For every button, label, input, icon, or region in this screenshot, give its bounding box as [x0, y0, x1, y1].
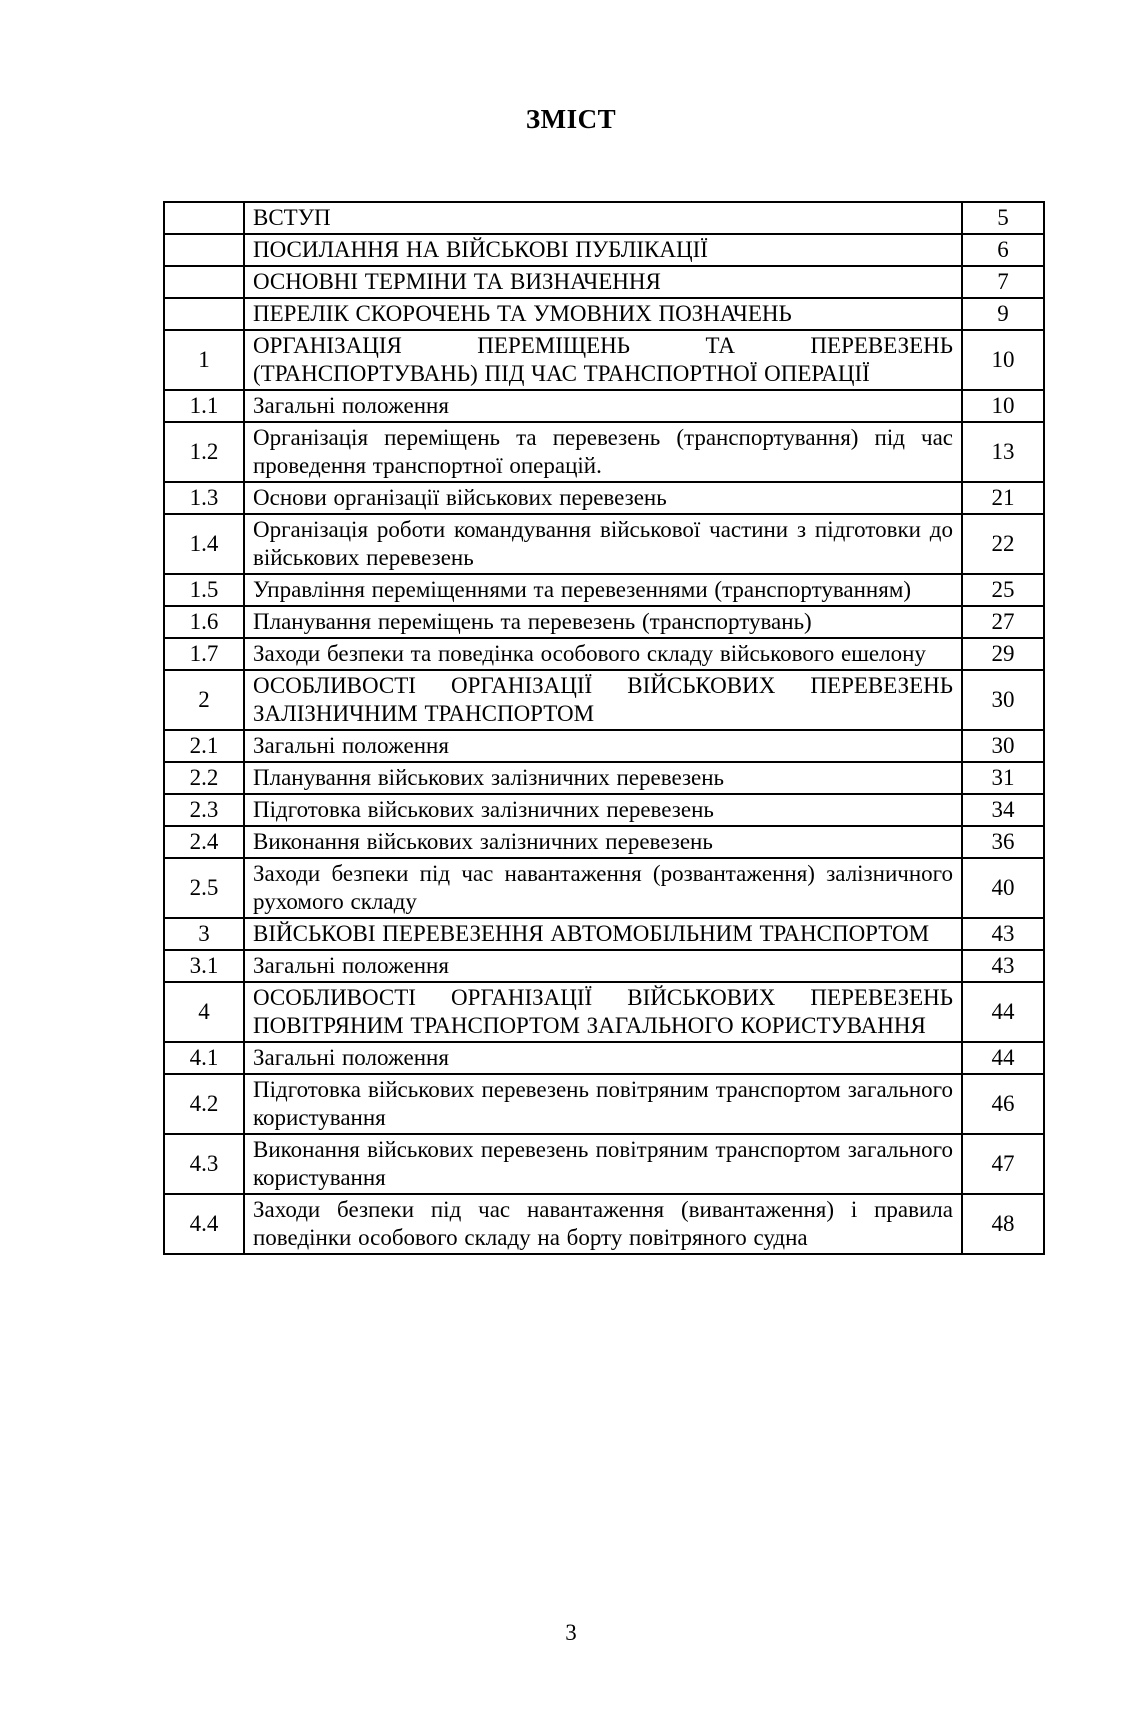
toc-row-number: 4.3	[164, 1134, 244, 1194]
toc-row-number: 2.4	[164, 826, 244, 858]
toc-row-page: 40	[962, 858, 1044, 918]
toc-row-title: ПОСИЛАННЯ НА ВІЙСЬКОВІ ПУБЛІКАЦІЇ	[244, 234, 962, 266]
toc-row-page: 43	[962, 950, 1044, 982]
toc-row-page: 6	[962, 234, 1044, 266]
toc-row	[164, 606, 1044, 638]
toc-row-number	[164, 266, 244, 298]
toc-row-number: 1.4	[164, 514, 244, 574]
toc-row-number: 4	[164, 982, 244, 1042]
toc-row-page: 25	[962, 574, 1044, 606]
toc-row	[164, 950, 1044, 982]
toc-row-title: Загальні положення	[244, 1042, 962, 1074]
document-page	[0, 104, 1142, 1719]
toc-row-number: 3.1	[164, 950, 244, 982]
toc-row-title: ПЕРЕЛІК СКОРОЧЕНЬ ТА УМОВНИХ ПОЗНАЧЕНЬ	[244, 298, 962, 330]
toc-row	[164, 982, 1044, 1042]
toc-row-number: 2	[164, 670, 244, 730]
toc-row-title: Заходи безпеки під час навантаження (розвантаження) залізничного рухомого складу	[244, 858, 962, 918]
footer-page-number: 3	[565, 1620, 577, 1645]
toc-row-title: ОСОБЛИВОСТІ ОРГАНІЗАЦІЇ ВІЙСЬКОВИХ ПЕРЕВЕЗЕНЬ ЗАЛІЗНИЧНИМ ТРАНСПОРТОМ	[244, 670, 962, 730]
toc-row	[164, 826, 1044, 858]
toc-row-title: Основи організації військових перевезень	[244, 482, 962, 514]
toc-row-title: Управління переміщеннями та перевезеннями (транспортуванням)	[244, 574, 962, 606]
toc-row-title: Заходи безпеки та поведінка особового складу військового ешелону	[244, 638, 962, 670]
toc-row-number: 4.1	[164, 1042, 244, 1074]
toc-row-number: 1	[164, 330, 244, 390]
toc-row	[164, 794, 1044, 826]
toc-row-page: 43	[962, 918, 1044, 950]
toc-row-number: 1.6	[164, 606, 244, 638]
toc-row	[164, 1194, 1044, 1254]
toc-row-title: ВІЙСЬКОВІ ПЕРЕВЕЗЕННЯ АВТОМОБІЛЬНИМ ТРАНСПОРТОМ	[244, 918, 962, 950]
toc-row-number: 3	[164, 918, 244, 950]
toc-row	[164, 202, 1044, 234]
toc-row	[164, 422, 1044, 482]
toc-row-page: 9	[962, 298, 1044, 330]
toc-row-number: 1.1	[164, 390, 244, 422]
toc-row-page: 13	[962, 422, 1044, 482]
toc-row	[164, 514, 1044, 574]
toc-row-number: 4.2	[164, 1074, 244, 1134]
toc-row	[164, 574, 1044, 606]
toc-row-number: 2.3	[164, 794, 244, 826]
toc-row-number: 1.3	[164, 482, 244, 514]
toc-row	[164, 730, 1044, 762]
toc-row	[164, 390, 1044, 422]
toc-row-page: 22	[962, 514, 1044, 574]
toc-row-number: 2.2	[164, 762, 244, 794]
toc-row-title: ОСОБЛИВОСТІ ОРГАНІЗАЦІЇ ВІЙСЬКОВИХ ПЕРЕВЕЗЕНЬ ПОВІТРЯНИМ ТРАНСПОРТОМ ЗАГАЛЬНОГО КОРИСТУВАННЯ	[244, 982, 962, 1042]
toc-row-page: 27	[962, 606, 1044, 638]
toc-row-page: 10	[962, 330, 1044, 390]
toc-row	[164, 1134, 1044, 1194]
toc-row-number: 2.5	[164, 858, 244, 918]
toc-row-title: Виконання військових перевезень повітряним транспортом загального користування	[244, 1134, 962, 1194]
toc-row-page: 30	[962, 730, 1044, 762]
page-title: ЗМІСТ	[525, 104, 617, 134]
toc-row	[164, 1074, 1044, 1134]
toc-row-number: 1.5	[164, 574, 244, 606]
toc-row-title: Планування переміщень та перевезень (транспортувань)	[244, 606, 962, 638]
toc-row-title: Організація роботи командування військової частини з підготовки до військових перевезень	[244, 514, 962, 574]
toc-row	[164, 234, 1044, 266]
toc-row-page: 10	[962, 390, 1044, 422]
toc-row-number: 1.2	[164, 422, 244, 482]
toc-table	[163, 201, 1045, 1255]
toc-row-page: 29	[962, 638, 1044, 670]
toc-row-number: 2.1	[164, 730, 244, 762]
toc-row	[164, 330, 1044, 390]
toc-row-number: 1.7	[164, 638, 244, 670]
toc-row	[164, 298, 1044, 330]
toc-row-title: Загальні положення	[244, 390, 962, 422]
toc-row-title: Підготовка військових залізничних перевезень	[244, 794, 962, 826]
toc-row-page: 31	[962, 762, 1044, 794]
toc-row	[164, 1042, 1044, 1074]
toc-row	[164, 918, 1044, 950]
toc-row-page: 34	[962, 794, 1044, 826]
toc-row-number	[164, 234, 244, 266]
toc-table-body	[164, 202, 1044, 1254]
toc-row-page: 5	[962, 202, 1044, 234]
toc-row-title: Заходи безпеки під час навантаження (вивантаження) і правила поведінки особового складу на борту повітряного судна	[244, 1194, 962, 1254]
toc-row-number: 4.4	[164, 1194, 244, 1254]
toc-row-page: 21	[962, 482, 1044, 514]
toc-row	[164, 266, 1044, 298]
toc-row-title: ВСТУП	[244, 202, 962, 234]
toc-row-page: 7	[962, 266, 1044, 298]
toc-row-title: Загальні положення	[244, 950, 962, 982]
toc-row	[164, 670, 1044, 730]
toc-row	[164, 858, 1044, 918]
toc-row-title: Планування військових залізничних перевезень	[244, 762, 962, 794]
toc-row-page: 36	[962, 826, 1044, 858]
toc-row-page: 46	[962, 1074, 1044, 1134]
toc-row-page: 44	[962, 982, 1044, 1042]
toc-row-number	[164, 298, 244, 330]
toc-row-title: ОСНОВНІ ТЕРМІНИ ТА ВИЗНАЧЕННЯ	[244, 266, 962, 298]
toc-row-page: 30	[962, 670, 1044, 730]
toc-row-page: 48	[962, 1194, 1044, 1254]
toc-row-page: 44	[962, 1042, 1044, 1074]
toc-row-title: Виконання військових залізничних перевезень	[244, 826, 962, 858]
toc-row-title: Підготовка військових перевезень повітряним транспортом загального користування	[244, 1074, 962, 1134]
toc-row-title: ОРГАНІЗАЦІЯ ПЕРЕМІЩЕНЬ ТА ПЕРЕВЕЗЕНЬ (ТРАНСПОРТУВАНЬ) ПІД ЧАС ТРАНСПОРТНОЇ ОПЕРАЦІЇ	[244, 330, 962, 390]
toc-row	[164, 762, 1044, 794]
toc-row-number	[164, 202, 244, 234]
toc-row-page: 47	[962, 1134, 1044, 1194]
toc-row	[164, 482, 1044, 514]
toc-row-title: Організація переміщень та перевезень (транспортування) під час проведення транспортної операцій.	[244, 422, 962, 482]
toc-row	[164, 638, 1044, 670]
toc-row-title: Загальні положення	[244, 730, 962, 762]
